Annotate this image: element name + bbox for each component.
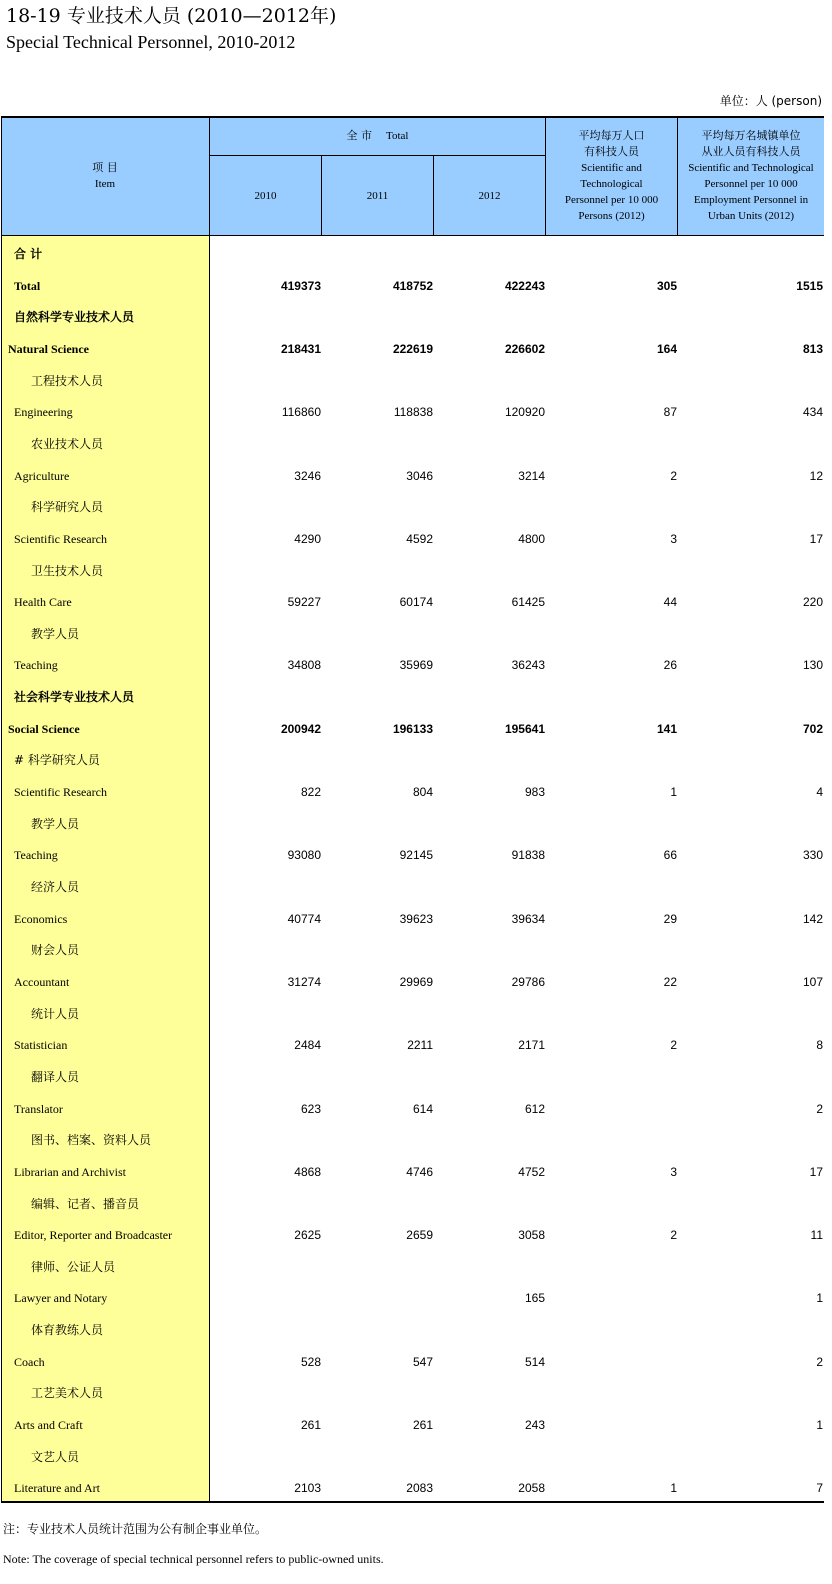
row-value-col-3: 612 xyxy=(524,1101,545,1116)
row-value-col-3: 195641 xyxy=(504,721,545,736)
row-label: 科学研究人员 xyxy=(31,500,104,515)
row-value-col-5: 8 xyxy=(816,1038,823,1053)
row-value-col-1: 4868 xyxy=(294,1164,321,1179)
row-value-col-5: 1515 xyxy=(796,278,823,293)
row-value-col-1: 623 xyxy=(300,1101,321,1116)
row-value-col-5: 434 xyxy=(802,405,823,420)
row-value-col-5: 2 xyxy=(816,1101,823,1116)
row-value-col-3: 91838 xyxy=(511,848,545,863)
row-label: 文艺人员 xyxy=(31,1449,80,1464)
row-value-col-3: 3058 xyxy=(518,1228,545,1243)
row-label: Translator xyxy=(14,1101,63,1116)
row-value-col-5: 2 xyxy=(816,1354,823,1369)
row-value-col-3: 4752 xyxy=(518,1164,545,1179)
row-value-col-1: 2103 xyxy=(294,1481,321,1496)
header-per-employment-en: Scientific and Technological Personnel per 10 000 Employment Personnel in Urban Units (2012) xyxy=(688,161,814,222)
row-value-col-1: 3246 xyxy=(294,468,321,483)
row-value-col-5: 330 xyxy=(802,848,823,863)
row-label: 体育教练人员 xyxy=(31,1323,104,1338)
row-value-col-2: 2083 xyxy=(406,1481,433,1496)
row-label: Editor, Reporter and Broadcaster xyxy=(14,1228,173,1243)
row-label: 工程技术人员 xyxy=(31,373,104,388)
header-per-population-cn-1: 平均每万人口 xyxy=(578,128,645,142)
row-value-col-2: 4746 xyxy=(406,1164,433,1179)
row-value-col-5: 702 xyxy=(802,721,823,736)
row-value-col-2: 804 xyxy=(412,785,433,800)
row-label: Teaching xyxy=(14,658,58,673)
row-label: Agriculture xyxy=(14,468,70,483)
row-label: Total xyxy=(14,278,41,293)
row-value-col-4: 22 xyxy=(663,974,677,989)
row-label: Scientific Research xyxy=(14,531,107,546)
row-value-col-2: 118838 xyxy=(393,405,433,420)
note-english: Note: The coverage of special technical personnel refers to public-owned units. xyxy=(3,1552,384,1566)
row-label: 律师、公证人员 xyxy=(31,1259,116,1274)
row-value-col-4: 1 xyxy=(670,785,677,800)
row-label: Literature and Art xyxy=(14,1481,100,1496)
row-label: Statistician xyxy=(14,1038,68,1053)
row-value-col-2: 92145 xyxy=(399,848,433,863)
header-per-population-cn-2: 有科技人员 xyxy=(584,144,639,158)
row-value-col-4: 305 xyxy=(656,278,677,293)
unit-label: 单位：人 (person) xyxy=(719,94,822,108)
row-label: Economics xyxy=(14,911,68,926)
row-label: 卫生技术人员 xyxy=(31,563,104,578)
header-year-2011: 2011 xyxy=(322,156,434,236)
row-value-col-3: 514 xyxy=(524,1354,545,1369)
row-value-col-4: 44 xyxy=(663,595,677,610)
row-value-col-1: 40774 xyxy=(287,911,321,926)
row-value-col-1: 93080 xyxy=(287,848,321,863)
header-year-2012: 2012 xyxy=(434,156,546,236)
header-per-employment-cn-1: 平均每万名城镇单位 xyxy=(701,128,801,142)
row-label: 财会人员 xyxy=(31,943,80,958)
row-value-col-1: 2625 xyxy=(294,1228,321,1243)
row-value-col-5: 12 xyxy=(809,468,823,483)
title-chinese: 18-19 专业技术人员 (2010—2012年) xyxy=(6,5,337,27)
row-value-col-2: 29969 xyxy=(399,974,433,989)
row-value-col-2: 614 xyxy=(412,1101,433,1116)
row-value-col-2: 418752 xyxy=(392,278,433,293)
row-value-col-2: 2659 xyxy=(406,1228,433,1243)
row-value-col-4: 164 xyxy=(656,341,677,356)
row-label: Arts and Craft xyxy=(14,1418,83,1433)
row-value-col-1: 59227 xyxy=(287,595,321,610)
row-value-col-4: 141 xyxy=(656,721,677,736)
row-value-col-3: 422243 xyxy=(504,278,545,293)
row-value-col-2: 196133 xyxy=(392,721,433,736)
row-label: 编辑、记者、播音员 xyxy=(31,1196,140,1211)
row-label: 社会科学专业技术人员 xyxy=(14,690,135,705)
row-value-col-1: 822 xyxy=(300,785,321,800)
row-value-col-2: 547 xyxy=(412,1354,433,1369)
row-label: 统计人员 xyxy=(31,1006,80,1021)
row-value-col-3: 3214 xyxy=(518,468,545,483)
row-value-col-5: 11 xyxy=(810,1228,823,1243)
row-label: Librarian and Archivist xyxy=(14,1164,126,1179)
header-item-en: Item xyxy=(94,177,116,190)
row-value-col-4: 3 xyxy=(670,1164,677,1179)
row-value-col-3: 4800 xyxy=(518,531,545,546)
row-value-col-2: 4592 xyxy=(406,531,433,546)
row-value-col-4: 1 xyxy=(670,1481,677,1496)
header-total-cn: 全 市 xyxy=(346,128,373,142)
row-value-col-4: 2 xyxy=(670,1228,677,1243)
row-value-col-2: 39623 xyxy=(399,911,433,926)
row-value-col-5: 142 xyxy=(802,911,823,926)
title-english: Special Technical Personnel, 2010-2012 xyxy=(6,32,296,52)
row-value-col-2: 35969 xyxy=(399,658,433,673)
row-value-col-2: 261 xyxy=(412,1418,433,1433)
row-value-col-5: 7 xyxy=(816,1481,823,1496)
row-label: 翻译人员 xyxy=(31,1069,80,1084)
header-total-en: Total xyxy=(386,129,409,142)
row-label: Coach xyxy=(14,1354,45,1369)
row-value-col-5: 813 xyxy=(802,341,823,356)
row-label: # 科学研究人员 xyxy=(14,753,100,768)
row-label: 教学人员 xyxy=(31,816,80,831)
row-value-col-3: 36243 xyxy=(511,658,545,673)
row-label: 教学人员 xyxy=(31,626,80,641)
row-value-col-1: 261 xyxy=(300,1418,321,1433)
row-label: Health Care xyxy=(14,595,72,610)
row-label: Lawyer and Notary xyxy=(14,1291,108,1306)
header-item-cn: 项 目 xyxy=(92,160,118,174)
row-value-col-5: 4 xyxy=(816,785,823,800)
row-label: 自然科学专业技术人员 xyxy=(14,310,135,325)
row-value-col-1: 2484 xyxy=(294,1038,321,1053)
row-value-col-2: 222619 xyxy=(392,341,433,356)
row-label: Teaching xyxy=(14,848,58,863)
row-value-col-4: 26 xyxy=(663,658,677,673)
row-value-col-2: 3046 xyxy=(406,468,433,483)
row-value-col-5: 1 xyxy=(816,1291,823,1306)
row-value-col-2: 2211 xyxy=(407,1038,433,1053)
row-label: Natural Science xyxy=(8,341,89,356)
note-chinese: 注：专业技术人员统计范围为公有制企事业单位。 xyxy=(3,1522,268,1536)
row-value-col-1: 218431 xyxy=(280,341,321,356)
row-value-col-3: 165 xyxy=(524,1291,545,1306)
row-value-col-5: 130 xyxy=(802,658,823,673)
row-value-col-3: 61425 xyxy=(511,595,545,610)
row-label: Scientific Research xyxy=(14,785,107,800)
header-per-population-en: Scientific and Technological Personnel per 10 000 Persons (2012) xyxy=(564,161,659,222)
row-label: Engineering xyxy=(14,405,73,420)
row-value-col-4: 29 xyxy=(663,911,677,926)
row-value-col-4: 87 xyxy=(663,405,677,420)
header-per-employment-cn-2: 从业人员有科技人员 xyxy=(701,144,801,158)
row-value-col-1: 528 xyxy=(300,1354,321,1369)
header-year-2010: 2010 xyxy=(210,156,322,236)
row-label: Accountant xyxy=(14,974,70,989)
row-label: 合 计 xyxy=(14,247,43,261)
row-value-col-1: 31274 xyxy=(287,974,321,989)
row-value-col-3: 120920 xyxy=(504,405,545,420)
row-value-col-1: 4290 xyxy=(294,531,321,546)
row-value-col-3: 2058 xyxy=(518,1481,545,1496)
row-value-col-5: 220 xyxy=(802,595,823,610)
row-value-col-1: 419373 xyxy=(280,278,321,293)
row-label: Social Science xyxy=(8,721,80,736)
row-label: 图书、档案、资料人员 xyxy=(31,1133,152,1148)
row-value-col-4: 2 xyxy=(670,468,677,483)
row-value-col-4: 2 xyxy=(670,1038,677,1053)
table-frame xyxy=(1,116,824,1503)
row-label: 工艺美术人员 xyxy=(31,1386,104,1401)
row-value-col-1: 34808 xyxy=(287,658,321,673)
row-value-col-1: 116860 xyxy=(281,405,321,420)
row-value-col-3: 243 xyxy=(524,1418,545,1433)
row-label: 经济人员 xyxy=(31,880,80,894)
row-value-col-2: 60174 xyxy=(399,595,433,610)
row-value-col-4: 3 xyxy=(670,531,677,546)
row-value-col-4: 66 xyxy=(663,848,677,863)
row-value-col-3: 2171 xyxy=(518,1038,545,1053)
row-value-col-3: 39634 xyxy=(511,911,545,926)
row-value-col-5: 17 xyxy=(809,1164,823,1179)
row-value-col-3: 226602 xyxy=(504,341,545,356)
row-value-col-1: 200942 xyxy=(280,721,321,736)
row-value-col-5: 17 xyxy=(809,531,823,546)
row-value-col-5: 1 xyxy=(816,1418,823,1433)
row-value-col-3: 29786 xyxy=(511,974,545,989)
row-value-col-5: 107 xyxy=(802,974,823,989)
row-value-col-3: 983 xyxy=(524,785,545,800)
row-label: 农业技术人员 xyxy=(31,436,104,451)
